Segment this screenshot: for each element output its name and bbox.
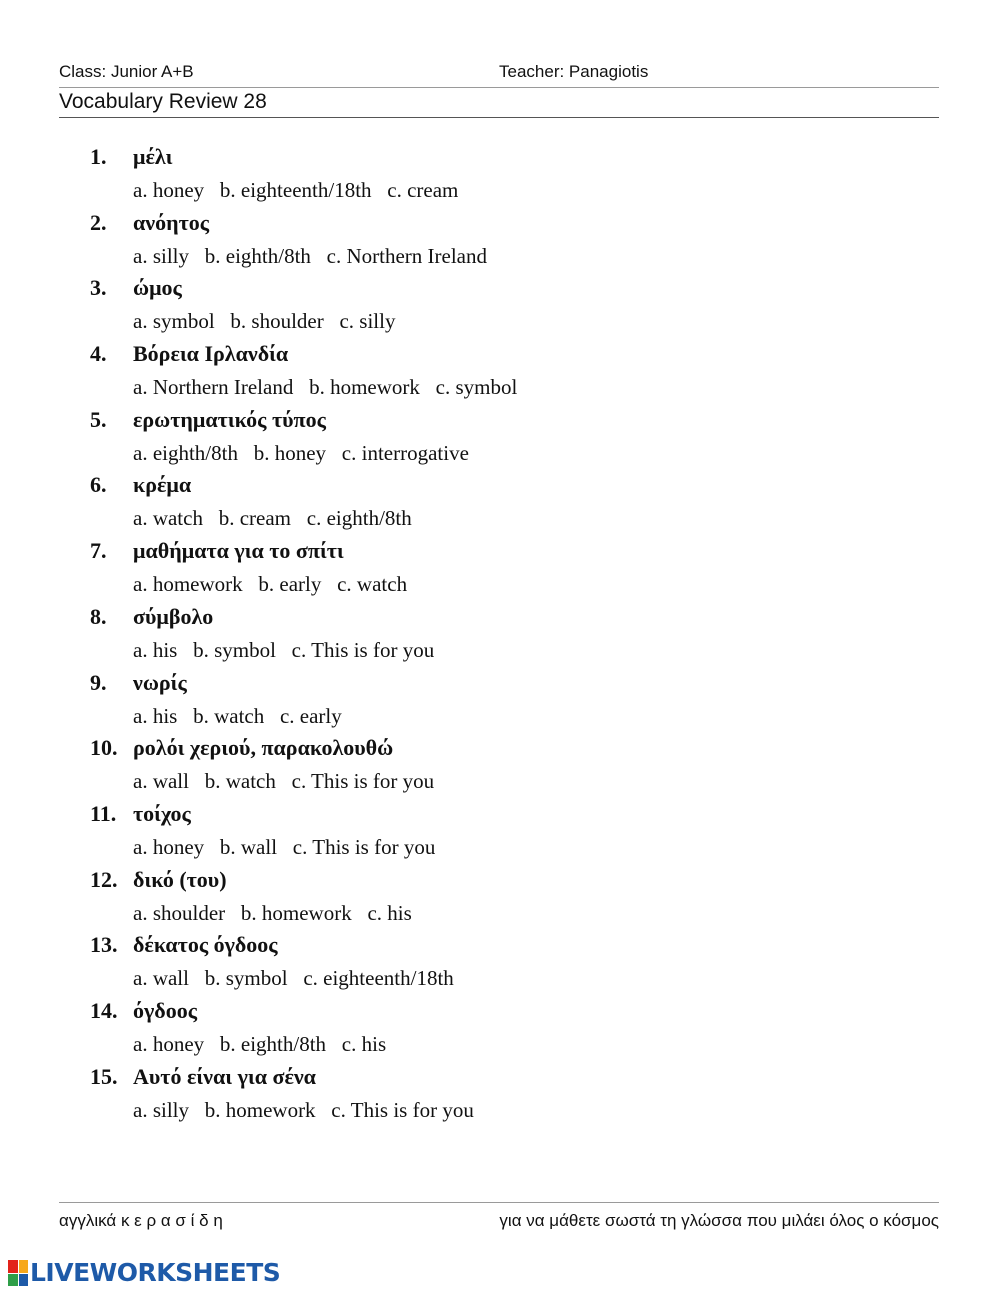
question-text: ρολόι χεριού, παρακολουθώ: [133, 735, 394, 761]
answer-options: a. homework b. early c. watch: [133, 572, 408, 597]
question-text: μαθήματα για το σπίτι: [133, 538, 344, 564]
question-prompt: [90, 405, 326, 435]
question-prompt: [90, 996, 197, 1026]
answer-options: a. honey b. eighth/8th c. his: [133, 1031, 387, 1056]
question-number: 13.: [90, 932, 118, 958]
question-text: δέκατος όγδοος: [133, 932, 278, 958]
question-text: δικό (του): [133, 866, 227, 892]
title-divider: [59, 117, 939, 118]
answer-options: a. wall b. symbol c. eighteenth/18th: [133, 966, 454, 991]
question-number: 12.: [90, 866, 118, 892]
question-list: [90, 142, 890, 1127]
footer-right-text: για να μάθετε σωστά τη γλώσσα που μιλάει όλος ο κόσμος: [499, 1211, 939, 1230]
question-prompt: [90, 733, 393, 763]
question-item: [90, 799, 890, 865]
footer-divider: [59, 1202, 939, 1203]
logo-square: [19, 1274, 29, 1287]
logo-square: [8, 1260, 18, 1273]
question-item: [90, 208, 890, 274]
question-text: Αυτό είναι για σένα: [133, 1063, 316, 1089]
question-prompt: [90, 865, 227, 895]
question-text: όγδοος: [133, 997, 197, 1023]
question-item: [90, 668, 890, 734]
question-text: μέλι: [133, 144, 173, 169]
page-footer: [59, 1210, 939, 1232]
question-number: 14.: [90, 997, 118, 1023]
logo-text: LIVEWORKSHEETS: [30, 1258, 281, 1287]
question-number: 15.: [90, 1063, 118, 1089]
class-label: Class: Junior A+B: [59, 62, 194, 81]
question-prompt: [90, 668, 187, 698]
question-prompt: [90, 273, 182, 303]
question-number: 6.: [90, 472, 107, 498]
question-item: [90, 273, 890, 339]
question-number: 2.: [90, 209, 107, 235]
question-number: 11.: [90, 800, 117, 826]
answer-options: a. symbol b. shoulder c. silly: [133, 309, 396, 334]
question-number: 3.: [90, 275, 107, 301]
question-prompt: [90, 339, 288, 369]
question-item: [90, 1062, 890, 1128]
question-prompt: [90, 930, 278, 960]
question-text: τοίχος: [133, 800, 191, 826]
question-item: [90, 865, 890, 931]
answer-options: a. silly b. homework c. This is for you: [133, 1097, 474, 1122]
logo-square: [8, 1274, 18, 1287]
footer-left-text: αγγλικά κ ε ρ α σ ί δ η: [59, 1211, 223, 1230]
question-text: ανόητος: [133, 209, 210, 235]
question-prompt: [90, 208, 209, 238]
question-prompt: [90, 602, 213, 632]
answer-options: a. eighth/8th b. honey c. interrogative: [133, 440, 469, 465]
liveworksheets-logo[interactable]: [8, 1258, 280, 1288]
answer-options: a. his b. watch c. early: [133, 703, 342, 728]
question-text: Βόρεια Ιρλανδία: [133, 341, 289, 367]
question-number: 7.: [90, 538, 107, 564]
question-number: 4.: [90, 341, 107, 367]
question-text: ερωτηματικός τύπος: [133, 406, 326, 432]
question-prompt: [90, 799, 191, 829]
question-prompt: [90, 470, 191, 500]
question-text: κρέμα: [133, 472, 192, 498]
answer-options: a. shoulder b. homework c. his: [133, 900, 412, 925]
question-number: 1.: [90, 144, 107, 169]
teacher-label: Teacher: Panagiotis: [499, 62, 649, 81]
question-text: νωρίς: [133, 669, 187, 695]
question-item: [90, 405, 890, 471]
question-number: 5.: [90, 406, 107, 432]
question-item: [90, 536, 890, 602]
worksheet-header: [59, 62, 939, 82]
question-item: [90, 339, 890, 405]
answer-options: a. Northern Ireland b. homework c. symbol: [133, 375, 518, 400]
question-text: σύμβολο: [133, 603, 214, 629]
header-divider: [59, 87, 939, 88]
logo-square: [19, 1260, 29, 1273]
answer-options: a. watch b. cream c. eighth/8th: [133, 506, 412, 531]
question-item: [90, 996, 890, 1062]
question-item: [90, 930, 890, 996]
answer-options: a. honey b. eighteenth/18th c. cream: [133, 178, 459, 202]
question-prompt: [90, 142, 173, 172]
question-item: [90, 142, 890, 208]
answer-options: a. honey b. wall c. This is for you: [133, 834, 436, 859]
answer-options: a. silly b. eighth/8th c. Northern Ireland: [133, 243, 487, 268]
question-number: 8.: [90, 603, 107, 629]
question-item: [90, 602, 890, 668]
question-item: [90, 733, 890, 799]
question-item: [90, 470, 890, 536]
question-number: 10.: [90, 735, 118, 761]
answer-options: a. wall b. watch c. This is for you: [133, 769, 435, 794]
page-title: Vocabulary Review 28: [59, 90, 267, 113]
logo-squares-icon: [8, 1260, 28, 1286]
answer-options: a. his b. symbol c. This is for you: [133, 637, 435, 662]
question-prompt: [90, 536, 344, 566]
question-number: 9.: [90, 669, 107, 695]
question-text: ώμος: [133, 275, 182, 301]
question-prompt: [90, 1062, 316, 1092]
